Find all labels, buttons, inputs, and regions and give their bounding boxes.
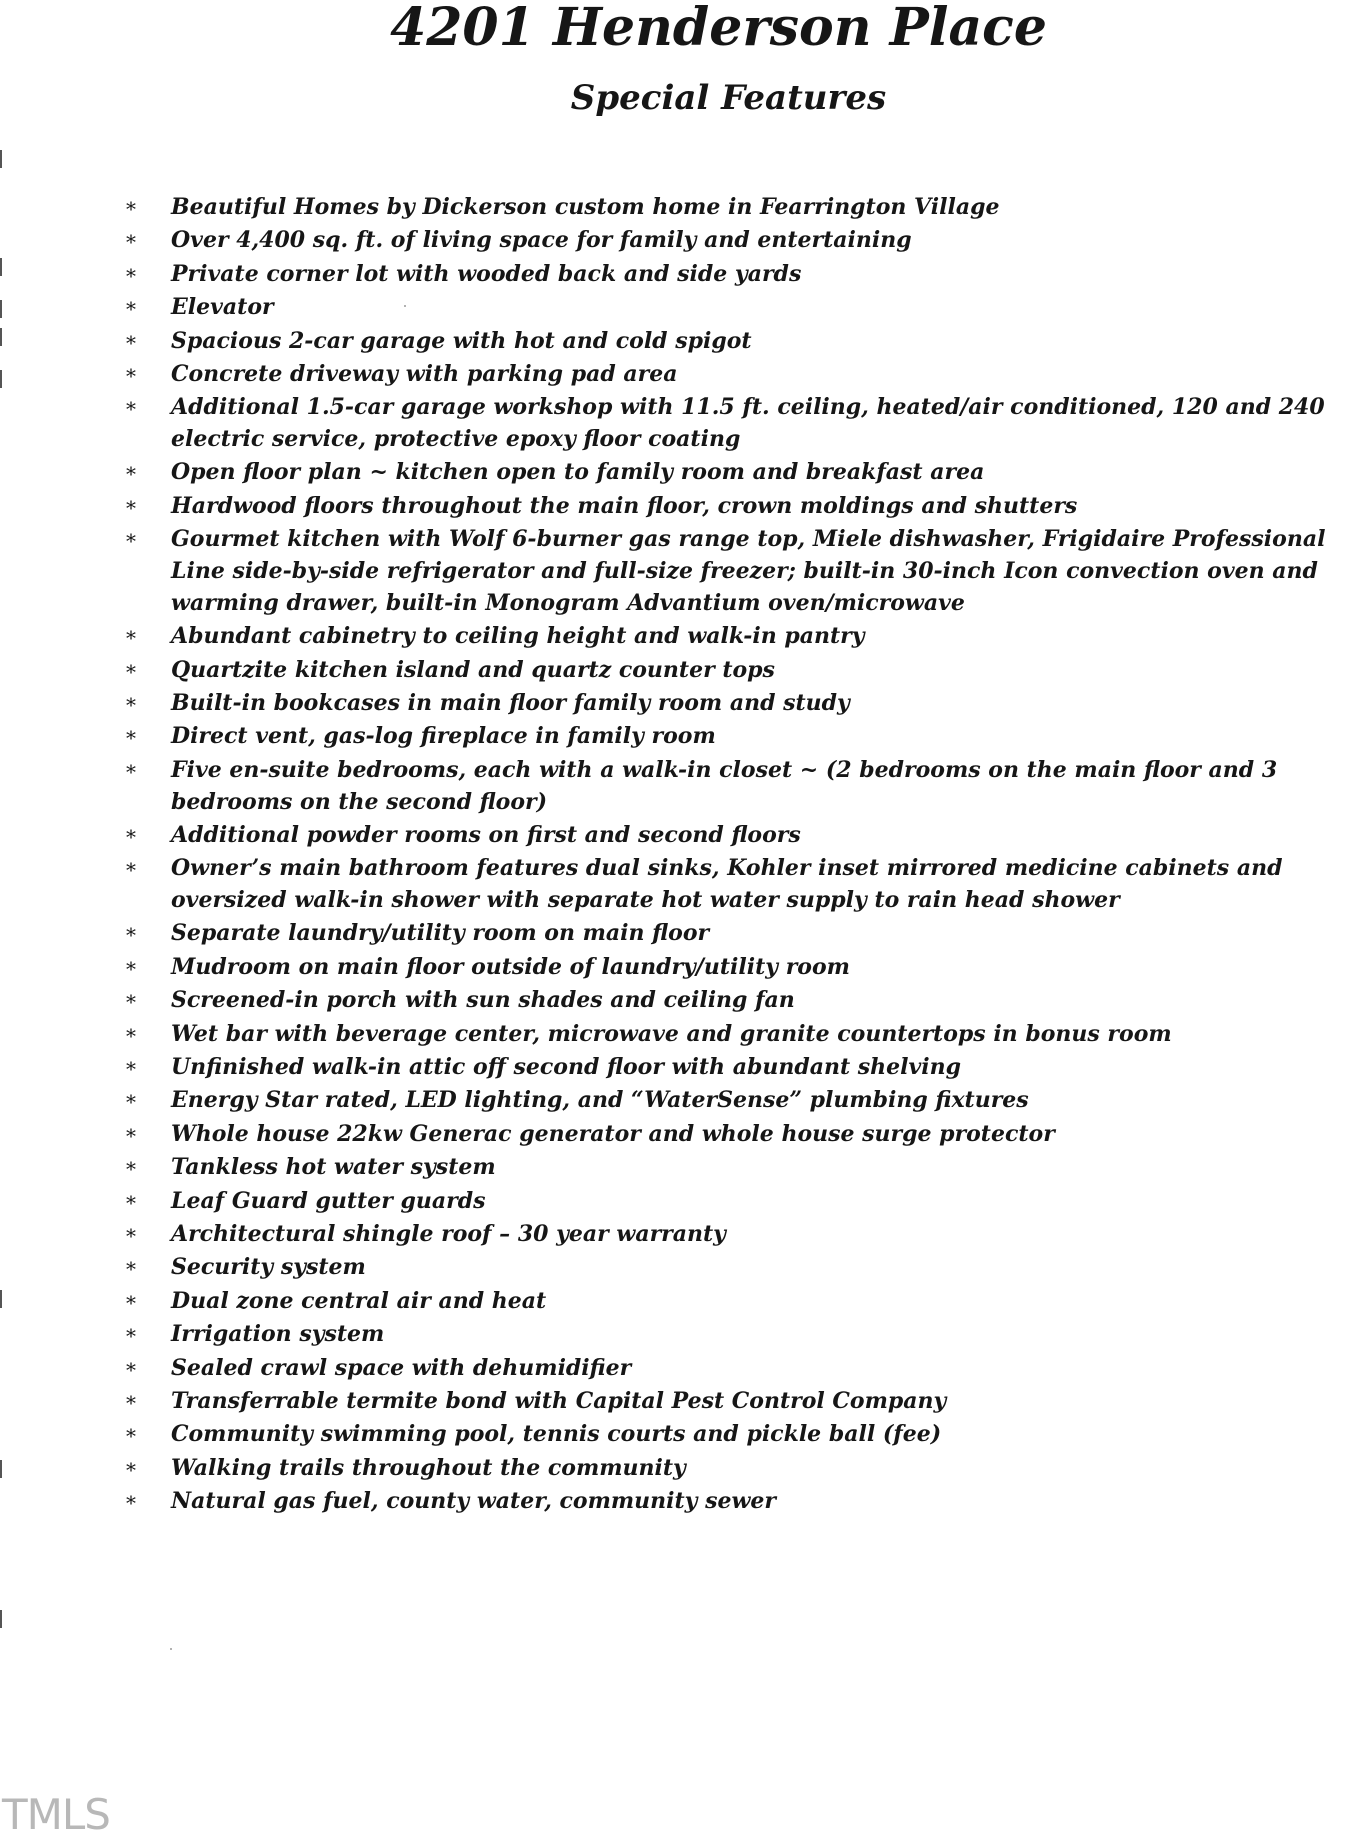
bullet-icon: * [126, 956, 136, 981]
page-title: 4201 Henderson Place [390, 0, 1047, 58]
feature-text: Sealed crawl space with dehumidifier [171, 1354, 632, 1381]
scan-mark [0, 328, 2, 346]
bullet-icon: * [126, 1457, 136, 1482]
mls-watermark-logo: TMLS [2, 1790, 110, 1839]
bullet-icon: * [126, 1223, 136, 1248]
scan-mark [0, 370, 2, 388]
bullet-icon: * [126, 1424, 136, 1449]
feature-text: Unfinished walk-in attic off second floor with abundant shelving [171, 1053, 962, 1080]
scan-mark [0, 300, 2, 318]
feature-item [126, 456, 1357, 489]
feature-item [126, 391, 1331, 456]
bullet-icon: * [126, 726, 136, 751]
features-list [126, 191, 1357, 1519]
feature-item [126, 1318, 1357, 1351]
feature-text: Five en-suite bedrooms, each with a walk-in closet ~ (2 bedrooms on the main floor and 3 bedrooms on the second floor) [171, 756, 1278, 815]
feature-item [126, 984, 1357, 1017]
bullet-icon: * [126, 1491, 136, 1516]
feature-text: Additional powder rooms on first and second floors [171, 821, 801, 848]
bullet-icon: * [126, 1123, 136, 1148]
feature-text: Wet bar with beverage center, microwave and granite countertops in bonus room [171, 1020, 1172, 1047]
feature-text: Quartzite kitchen island and quartz counter tops [171, 656, 775, 683]
feature-text: Open floor plan ~ kitchen open to family room and breakfast area [171, 459, 985, 486]
feature-text: Abundant cabinetry to ceiling height and walk-in pantry [171, 623, 865, 650]
bullet-icon: * [126, 1357, 136, 1382]
feature-text: Energy Star rated, LED lighting, and “WaterSense” plumbing fixtures [171, 1087, 1029, 1114]
feature-item [126, 687, 1357, 720]
bullet-icon: * [126, 858, 136, 883]
scan-edge-marks [0, 0, 3, 1840]
feature-text: Separate laundry/utility room on main floor [171, 920, 710, 947]
bullet-icon: * [126, 197, 136, 221]
feature-text: Concrete driveway with parking pad area [171, 361, 678, 388]
feature-item [126, 523, 1331, 620]
feature-item [126, 620, 1357, 653]
feature-text: Additional 1.5-car garage workshop with 11.5 ft. ceiling, heated/air conditioned, 120 and 240 electric service, protective epoxy floor coating [171, 394, 1325, 453]
feature-item [126, 1185, 1357, 1218]
bullet-icon: * [126, 990, 136, 1015]
feature-item [126, 720, 1357, 753]
feature-item [126, 951, 1357, 984]
feature-item [126, 1285, 1357, 1318]
bullet-icon: * [126, 1324, 136, 1349]
bullet-icon: * [126, 1390, 136, 1415]
feature-item [126, 1018, 1357, 1051]
feature-text: Tankless hot water system [171, 1154, 496, 1181]
feature-text: Private corner lot with wooded back and side yards [171, 260, 802, 287]
feature-text: Over 4,400 sq. ft. of living space for family and entertaining [171, 227, 912, 254]
bullet-icon: * [126, 1056, 136, 1081]
feature-item [126, 191, 1357, 224]
feature-text: Beautiful Homes by Dickerson custom home in Fearrington Village [171, 194, 1000, 220]
bullet-icon: * [126, 330, 136, 355]
bullet-icon: * [126, 397, 136, 422]
feature-text: Dual zone central air and heat [171, 1287, 547, 1314]
feature-text: Direct vent, gas-log fireplace in family room [171, 723, 716, 750]
feature-item [126, 490, 1357, 523]
feature-text: Screened-in porch with sun shades and ceiling fan [171, 987, 795, 1014]
scan-mark [0, 258, 2, 276]
bullet-icon: * [126, 529, 136, 554]
feature-text: Owner’s main bathroom features dual sinks, Kohler inset mirrored medicine cabinets and oversized walk-in shower with separate hot water supply to rain head shower [171, 855, 1283, 914]
feature-text: Community swimming pool, tennis courts and pickle ball (fee) [171, 1421, 942, 1448]
bullet-icon: * [126, 1257, 136, 1282]
feature-item [126, 917, 1357, 950]
feature-item [126, 1452, 1357, 1485]
feature-text: Gourmet kitchen with Wolf 6-burner gas range top, Miele dishwasher, Frigidaire Professional Line side-by-side refrigerator and full-size freezer; built-in 30-inch Icon convection oven and warming drawer, built-in Monogram Advantium oven/microwave [171, 526, 1326, 617]
feature-item [126, 754, 1331, 819]
feature-text: Spacious 2-car garage with hot and cold spigot [171, 327, 752, 354]
feature-item [126, 224, 1357, 257]
feature-text: Mudroom on main floor outside of laundry/utility room [171, 953, 850, 980]
scan-speck [170, 1648, 172, 1650]
bullet-icon: * [126, 1157, 136, 1182]
feature-item [126, 1352, 1357, 1385]
feature-item [126, 819, 1357, 852]
bullet-icon: * [126, 659, 136, 684]
feature-text: Built-in bookcases in main floor family room and study [171, 690, 850, 717]
bullet-icon: * [126, 1190, 136, 1215]
feature-item [126, 291, 1357, 324]
feature-item [126, 1251, 1357, 1284]
bullet-icon: * [126, 495, 136, 520]
bullet-icon: * [126, 297, 136, 322]
feature-item [126, 258, 1357, 291]
feature-item [126, 1118, 1357, 1151]
scan-mark [0, 1610, 2, 1628]
bullet-icon: * [126, 759, 136, 784]
bullet-icon: * [126, 1023, 136, 1048]
feature-item [126, 1151, 1357, 1184]
feature-item [126, 1418, 1357, 1451]
bullet-icon: * [126, 824, 136, 849]
feature-item [126, 1051, 1357, 1084]
feature-item [126, 358, 1357, 391]
feature-item [126, 852, 1331, 917]
feature-item [126, 1385, 1357, 1418]
scan-mark [0, 1290, 2, 1308]
bullet-icon: * [126, 923, 136, 948]
feature-text: Natural gas fuel, county water, community sewer [171, 1488, 777, 1515]
feature-item [126, 1218, 1357, 1251]
feature-text: Leaf Guard gutter guards [171, 1187, 486, 1214]
feature-item [126, 1485, 1357, 1518]
feature-text: Architectural shingle roof – 30 year warranty [171, 1220, 726, 1247]
scan-speck [404, 305, 406, 307]
bullet-icon: * [126, 626, 136, 651]
feature-text: Irrigation system [171, 1321, 385, 1348]
bullet-icon: * [126, 1090, 136, 1115]
feature-item [126, 325, 1357, 358]
feature-text: Transferrable termite bond with Capital Pest Control Company [171, 1387, 947, 1414]
feature-text: Whole house 22kw Generac generator and whole house surge protector [171, 1120, 1055, 1147]
bullet-icon: * [126, 1290, 136, 1315]
feature-text: Security system [171, 1254, 366, 1281]
feature-text: Hardwood floors throughout the main floor, crown moldings and shutters [171, 492, 1078, 519]
feature-item [126, 1084, 1357, 1117]
bullet-icon: * [126, 693, 136, 718]
page-subtitle: Special Features [570, 78, 887, 118]
bullet-icon: * [126, 462, 136, 487]
bullet-icon: * [126, 230, 136, 255]
scan-mark [0, 1460, 2, 1478]
bullet-icon: * [126, 364, 136, 389]
feature-text: Walking trails throughout the community [171, 1454, 686, 1481]
bullet-icon: * [126, 263, 136, 288]
scan-mark [0, 150, 2, 168]
feature-item [126, 654, 1357, 687]
feature-text: Elevator [171, 294, 274, 321]
